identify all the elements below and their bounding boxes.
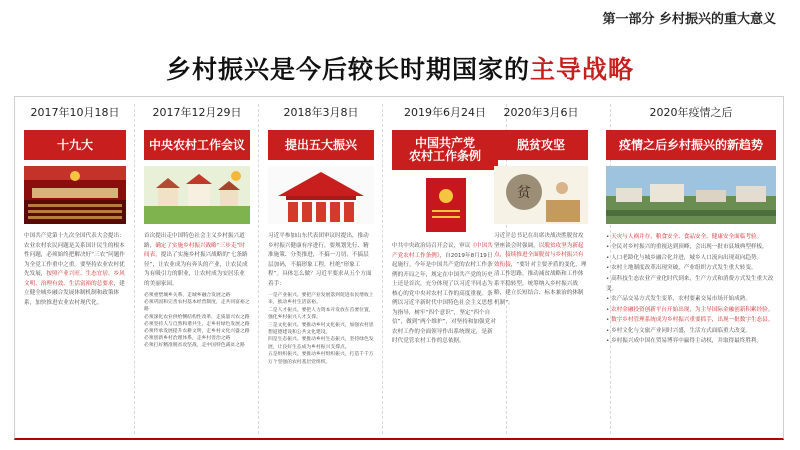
congress-hall-image [24,166,126,224]
village-illustration [144,166,250,224]
list-item: • 人口老龄化与城乡融合化并进，城乡人口流向出现双向趋势。 [606,254,763,261]
village-landscape-photo [606,166,776,224]
timeline-column-2 [138,98,256,438]
title-highlight: 主导战略 [530,55,635,84]
list-item: • 乡村文化与文旅产业同时兴盛，生活方式面临重大改变。 [606,327,751,334]
list-item: • 高科技生态农业产业化时代到来，生产方式和消费方式发生重大改变。 [606,275,774,293]
column-text: 中国共产党第十九次全国代表大会提出：农业农村农民问题是关系国计民生的根本性问题，必须始终把解决好“三农”问题作为全党工作重中之重。要坚持农业农村优先发展，按照产业兴旺、生态宜居、乡风文明、治理有效、生活富裕的总要求，建立健全城乡融合发展体制机制和政策体系，加快推进农业农村现代化。 [24,233,125,306]
list-item: 必须创新乡村治理体系，走乡村善治之路 [144,336,231,342]
column-text: 中共中央政治局召开会议，审议《中国共产党农村工作条例》，自2019年8月19日起施行。今年是中国共产党的农村工作条例的开局之年，规定在中国共产党的历史上还是首次，充分体现了以习近平同志为核心的党中央对农村工作的高度重视。条例以习近平新时代中国特色社会主义思想为指导，树牢“四个意识”，坚定“四个自信”，做到“两个维护”，对坚持和加强党对农村工作的全面领导作出系统规定，是新时代党管农村工作的总依据。 [392,243,496,344]
column-banner: 中国共产党 农村工作条例 [392,130,498,170]
list-item: 必须重塑城乡关系，走城乡融合发展之路 [144,293,231,298]
list-item: 必须传承发展提升农耕文明，走乡村文化兴盛之路 [144,329,250,335]
divider [382,104,383,434]
timeline-column-3 [262,98,380,438]
list-item: 必须打好精准脱贫攻坚战，走中国特色减贫之路 [144,343,245,349]
timeline-column-1 [18,98,132,438]
list-item: • 全民对乡村振兴的重视达到顶峰，会出现一批市县域典型样板。 [606,244,768,251]
list-item: • 农村土地制度改革出现突破，产业组织方式发生重大转变。 [606,265,757,272]
list-item: 五是组织振兴。要推动乡村组织振兴，打造千千万万个坚强的农村基层党组织。 [268,352,374,365]
column-text: 首次提出走中国特色社会主义乡村振兴道路，确定了实施乡村振兴战略“三步走”时间表，提出了实施乡村振兴战略的“七条路径”，让农业成为有奔头的产业，让农民成为有吸引力的职业，让农村成为安居乐业的美丽家园。 必须重塑城乡关系，走城乡融合发展之路 必须巩固和完善农村基本经营制度，走共同富裕之路 必须深化农业供给侧结构性改革，走质量兴农之路 必须坚持人与自然和谐共生，走乡村绿色发展之路 必须传承发展提升农耕文明，走乡村文化兴盛之路 必须创新乡村治理体系，走乡村善治之路 必须打好精准脱贫攻坚战，走中国特色减贫之路 [144,233,250,349]
regulations-book-image [392,176,498,234]
column-date: 2020年疫情之后 [649,106,733,119]
column-date: 2020年3月6日 [503,106,579,119]
trend-list [606,232,776,346]
poverty-illustration [494,166,588,224]
list-item: 必须深化农业供给侧结构性改革，走质量兴农之路 [144,314,250,320]
list-item: • 农产品交易方式发生变革，农村要素交易市场开始成熟。 [606,296,751,303]
column-date: 2017年12月29日 [152,106,242,119]
page-title: 乡村振兴是今后较长时期国家的主导战略 [165,55,635,84]
list-item: • 农村金融投资创新平台开始出现，为主导国际金融创新积累经验。 [606,306,774,313]
path-list [144,292,250,350]
column-banner: 中央农村工作会议 [144,130,250,160]
five-revitalization-graphic [268,166,374,224]
timeline-column-6 [600,98,782,438]
column-banner: 十九大 [24,130,126,160]
column-text: 习近平总书记在出席决战决胜脱贫攻坚座谈会时强调，以脱贫攻坚为新起点，接续推进全面脱贫与乡村振兴有效衔接，“要针对主要矛盾的变化，理清工作思路，推动减贫战略和工作体系平稳转型，统筹纳入乡村振兴战略，建立长短结合、标本兼治的体制机制”。 [494,233,587,306]
column-date: 2019年6月24日 [404,106,486,119]
list-item: • 天灾与人祸并存，粮食安全、食品安全、健康安全面临考验。 [606,234,763,240]
list-item: 四是生态振兴。要推动乡村生态振兴，坚持绿色发展，让良好生态成为乡村振兴支撑点。 [268,337,374,350]
timeline-column-4 [386,98,504,438]
list-item: 二是人才振兴。要把人力资本开发放在首要位置，强化乡村振兴人才支撑。 [268,307,374,321]
column-date: 2018年3月8日 [283,106,359,119]
column-text: 习近平参加山东代表团审议时提出，推动乡村振兴健康有序进行，要规划先行、精准施策、分类推进，不搞一刀切，不搞层层加码，不搞形象工程，杜绝“形象工程”。具体怎么做？习近平要求从五个方面着手： 一是产业振兴。要把产业发展落到促进农民增收上来，推动乡村生活富裕。 二是人才振兴。要把人力资本开发放在首要位置，强化乡村振兴人才支撑。 三是文化振兴。要推动乡村文化振兴，加强农村思想道德建设和公共文化建设。 四是生态振兴。要推动乡村生态振兴，坚持绿色发展，让良好生态成为乡村振兴支撑点。 五是组织振兴。要推动乡村组织振兴，打造千千万万个坚强的农村基层党组织。 [268,233,374,365]
column-banner: 脱贫攻坚 [494,130,588,160]
column-banner: 疫情之后乡村振兴的新趋势 [606,130,776,160]
section-title: 第一部分 乡村振兴的重大意义 [602,12,776,27]
list-item: 必须坚持人与自然和谐共生，走乡村绿色发展之路 [144,321,250,327]
timeline-column-5 [488,98,594,438]
list-item: 三是文化振兴。要推动乡村文化振兴，加强农村思想道德建设和公共文化建设。 [268,322,374,336]
svg-text:贫: 贫 [517,185,531,201]
divider [134,104,135,434]
list-item: 必须巩固和完善农村基本经营制度，走共同富裕之路 [144,300,250,313]
list-item: 一是产业振兴。要把产业发展落到促进农民增收上来，推动乡村生活富裕。 [268,293,374,306]
list-item: • 数字乡村管理系统成为乡村振兴重要抓手，出现一批数字生态县。 [606,317,774,324]
column-date: 2017年10月18日 [30,106,120,119]
column-banner: 提出五大振兴 [268,130,374,160]
list-item: • 乡村振兴成中国在贸易博弈中赢得主动权，并取得最终胜利。 [606,338,763,345]
five-list [268,292,374,366]
divider [258,104,259,434]
